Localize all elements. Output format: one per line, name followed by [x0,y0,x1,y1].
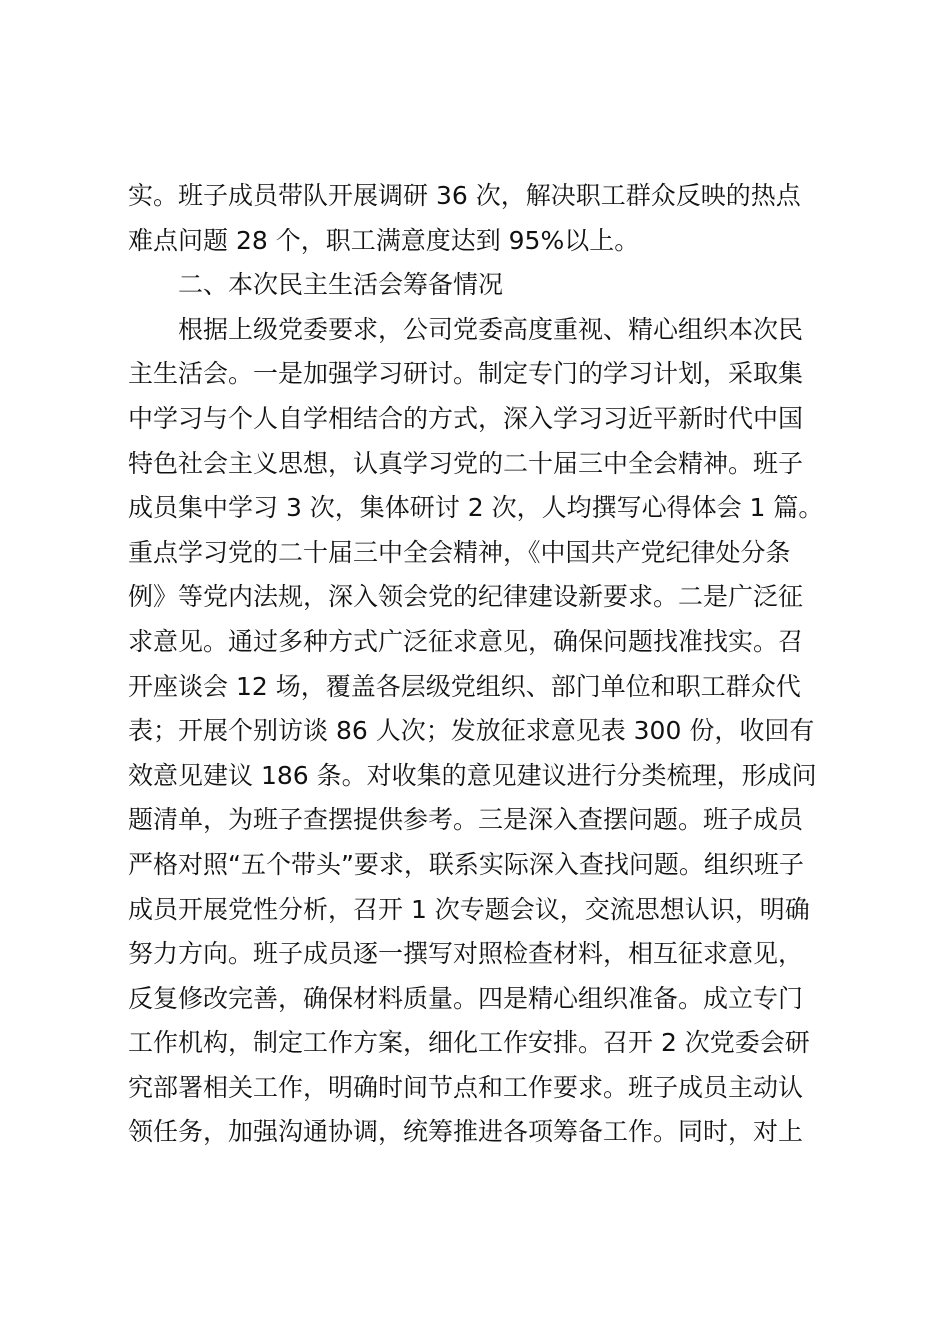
text-line: 效意见建议 186 条。对收集的意见建议进行分类梳理，形成问 [128,760,817,790]
text-line: 表；开展个别访谈 86 人次；发放征求意见表 300 份，收回有 [128,716,815,746]
text-line: 严格对照“五个带头”要求，联系实际深入查找问题。组织班子 [128,849,804,879]
text-line: 题清单，为班子查摆提供参考。三是深入查摆问题。班子成员 [128,805,804,835]
text-line: 主生活会。一是加强学习研讨。制定专门的学习计划，采取集 [128,359,804,389]
document-body [128,174,828,1155]
text-line: 实。班子成员带队开展调研 36 次，解决职工群众反映的热点 [128,181,801,210]
text-line: 反复修改完善，确保材料质量。四是精心组织准备。成立专门 [128,983,804,1013]
text-line: 特色社会主义思想，认真学习党的二十届三中全会精神。班子 [128,448,804,478]
text-line: 领任务，加强沟通协调，统筹推进各项筹备工作。同时，对上 [128,1117,804,1147]
text-line: 难点问题 28 个，职工满意度达到 95%以上。 [128,225,640,255]
text-line: 重点学习党的二十届三中全会精神，《中国共产党纪律处分条 [128,537,791,567]
text-line: 工作机构，制定工作方案，细化工作安排。召开 2 次党委会研 [128,1028,810,1058]
text-line: 成员开展党性分析，召开 1 次专题会议，交流思想认识，明确 [128,894,810,924]
text-line: 求意见。通过多种方式广泛征求意见，确保问题找准找实。召 [128,626,804,656]
text-line: 例》等党内法规，深入领会党的纪律建设新要求。二是广泛征 [128,582,804,612]
text-line: 究部署相关工作，明确时间节点和工作要求。班子成员主动认 [128,1072,804,1102]
text-line: 成员集中学习 3 次，集体研讨 2 次，人均撰写心得体会 1 篇。 [128,493,824,523]
text-line: 开座谈会 12 场，覆盖各层级党组织、部门单位和职工群众代 [128,671,801,701]
text-line: 中学习与个人自学相结合的方式，深入学习习近平新时代中国 [128,403,804,433]
paragraph-first-line: 根据上级党委要求，公司党委高度重视、精心组织本次民 [178,314,804,344]
section-heading: 二、本次民主生活会筹备情况 [178,270,504,300]
text-line: 努力方向。班子成员逐一撰写对照检查材料，相互征求意见， [128,939,804,969]
